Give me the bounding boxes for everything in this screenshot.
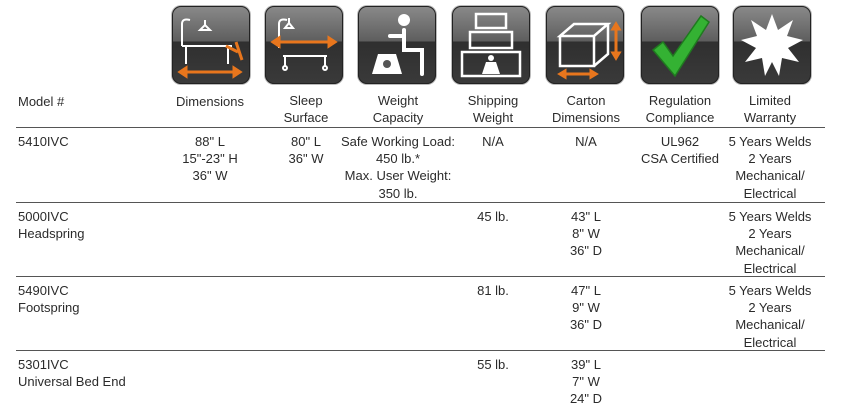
carton-dimensions-cell: 39" L 7" W 24" D (569, 357, 603, 407)
carton-dimensions-cell: N/A (575, 134, 597, 149)
weight-capacity-cell: Safe Working Load: 450 lb.* Max. User Weight: 350 lb. (341, 134, 455, 201)
regulation-compliance-cell: UL962 CSA Certified (640, 134, 720, 167)
header-weight-capacity: Weight Capacity (372, 93, 424, 125)
header-dimensions: Dimensions (176, 94, 244, 109)
carton-dimensions-cell: 47" L 9" W 36" D (569, 283, 603, 333)
header-sleep-surface: Sleep Surface (283, 93, 329, 125)
limited-warranty-cell: 5 Years Welds 2 Years Mechanical/ Electrical (728, 134, 812, 201)
shipping-weight-cell: 45 lb. (477, 209, 509, 224)
bed-dimensions-icon (172, 6, 250, 84)
limited-warranty-cell: 5 Years Welds 2 Years Mechanical/ Electrical (728, 209, 812, 276)
warranty-star-icon (733, 6, 811, 84)
header-divider (16, 127, 825, 128)
model-cell: 5301IVC Universal Bed End (18, 357, 126, 390)
model-cell: 5490IVC Footspring (18, 283, 80, 316)
person-weight-icon (358, 6, 436, 84)
header-limited-warranty: Limited Warranty (743, 93, 797, 125)
dimensions-cell: 88" L 15"-23" H 36" W (182, 134, 238, 184)
carton-dimensions-cell: 43" L 8" W 36" D (569, 209, 603, 259)
header-carton-dimensions: Carton Dimensions (552, 93, 620, 125)
checkmark-icon (641, 6, 719, 84)
header-model: Model # (18, 94, 65, 109)
model-cell: 5000IVC Headspring (18, 209, 85, 242)
row-divider (16, 276, 825, 277)
header-regulation-compliance: Regulation Compliance (645, 93, 715, 125)
row-divider (16, 202, 825, 203)
row-divider (16, 350, 825, 351)
sleep-surface-cell: 80" L 36" W (288, 134, 324, 167)
model-cell: 5410IVC (18, 134, 69, 149)
bed-sleep-surface-icon (265, 6, 343, 84)
header-shipping-weight: Shipping Weight (467, 93, 519, 125)
shipping-weight-cell: 81 lb. (477, 283, 509, 298)
shipping-weight-cell: 55 lb. (477, 357, 509, 372)
shipping-weight-cell: N/A (482, 134, 504, 149)
shipping-weight-icon (452, 6, 530, 84)
carton-box-icon (546, 6, 624, 84)
limited-warranty-cell: 5 Years Welds 2 Years Mechanical/ Electrical (728, 283, 812, 350)
